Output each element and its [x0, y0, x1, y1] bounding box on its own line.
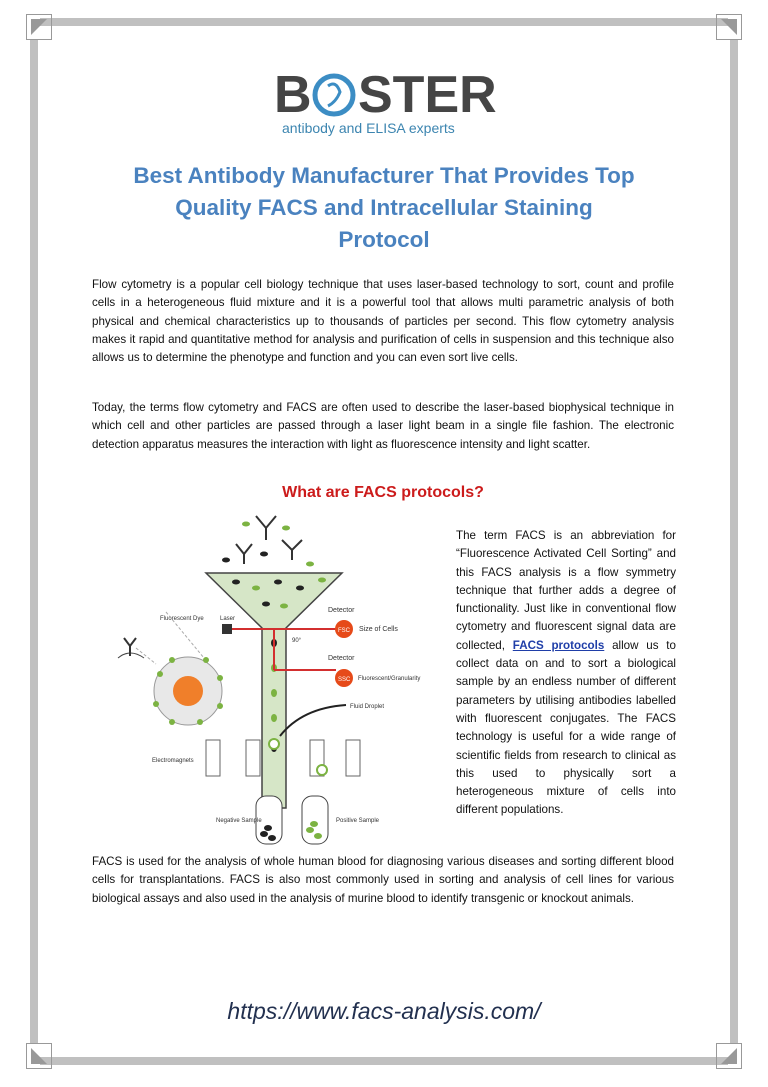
size-of-cells-label: Size of Cells: [359, 626, 398, 633]
detector-label-2: Detector: [328, 655, 355, 662]
frame-corner-bottom-left: [26, 1043, 52, 1069]
logo-tagline: antibody and ELISA experts: [282, 120, 455, 136]
facs-side-paragraph: [456, 527, 676, 820]
frame-bottom-border: [40, 1057, 728, 1065]
frame-corner-top-right: [716, 14, 742, 40]
droplet-arrow: [280, 705, 346, 736]
page-title: [80, 160, 688, 256]
negative-sample-label: Negative Sample: [216, 818, 262, 824]
positive-sample-label: Positive Sample: [336, 818, 380, 824]
svg-text:B: B: [274, 66, 312, 122]
fluorescent-dye-label: Fluorescent Dye: [160, 616, 204, 622]
detector-label-1: Detector: [328, 607, 355, 614]
frame-corner-bottom-right: [716, 1043, 742, 1069]
title-line-3: Protocol: [338, 227, 430, 252]
frame-corner-top-left: [26, 14, 52, 40]
svg-text:STER: STER: [358, 66, 497, 122]
laser-icon: [222, 624, 232, 634]
section-heading: What are FACS protocols?: [282, 484, 484, 501]
fsc-label: FSC: [338, 628, 350, 634]
frame-top-border: [40, 18, 728, 26]
facs-diagram: [96, 508, 448, 848]
side-text-before: The term FACS is an abbreviation for “Fluorescence Activated Cell Sorting” and this FACS analysis is a flow symmetry technique that further adds a degree of functionality. Just like in conventional flow cytometry and fluorescent signal data are collected,: [456, 529, 676, 652]
frame-left-border: [30, 40, 38, 1043]
granularity-label: Fluorescent/Granularity: [358, 676, 421, 682]
facs-definition-paragraph: Today, the terms flow cytometry and FACS are often used to describe the laser-based biophysical technique in which cell and other particles are passed through a laser light beam in a single file fashion. The electronic detection apparatus measures the interaction with light as fluorescence intensity and light scatter.: [92, 401, 674, 451]
side-text-after: allow us to collect data on and to sort a biological sample by an endless number of different parameters by utilising antibodies labelled with fluorescent conjugates. The FACS technology is useful for a wide range of scientific fields from research to clinical as this used to physically sort a heterogeneous mixture of cells into different populations.: [456, 638, 676, 817]
title-line-2: Quality FACS and Intracellular Staining: [175, 195, 593, 220]
angle-label: 90°: [292, 638, 302, 644]
footer-url[interactable]: https://www.facs-analysis.com/: [227, 998, 541, 1024]
boster-logo: [270, 62, 500, 140]
intro-paragraph: Flow cytometry is a popular cell biology technique that uses laser-based technology to sort, count and profile cells in a heterogeneous fluid mixture and it is a powerful tool that allows multi parametric analysis of both physical and chemical characteristics up to thousands of particles per second. This flow cytometry analysis makes it rapid and quantitative method for analysis and purification of cells in suspension and this technique also allows us to determine the phenotype and function and you can even sort live cells.: [92, 278, 674, 365]
electromagnets-label: Electromagnets: [152, 758, 194, 764]
ssc-label: SSC: [338, 677, 351, 683]
frame-right-border: [730, 40, 738, 1043]
fluid-droplet-label: Fluid Droplet: [350, 704, 385, 710]
facs-protocols-link[interactable]: FACS protocols: [512, 638, 605, 652]
facs-usage-paragraph: FACS is used for the analysis of whole human blood for diagnosing various diseases and sorting different blood cells for transplantations. FACS is also most commonly used in sorting and analysis of cell lines for various biological assays and also used in the analysis of murine blood to identify transgenic or knockout animals.: [92, 855, 674, 905]
laser-label: Laser: [220, 616, 236, 622]
boster-wordmark: [270, 62, 500, 122]
title-line-1: Best Antibody Manufacturer That Provides Top: [133, 163, 635, 188]
